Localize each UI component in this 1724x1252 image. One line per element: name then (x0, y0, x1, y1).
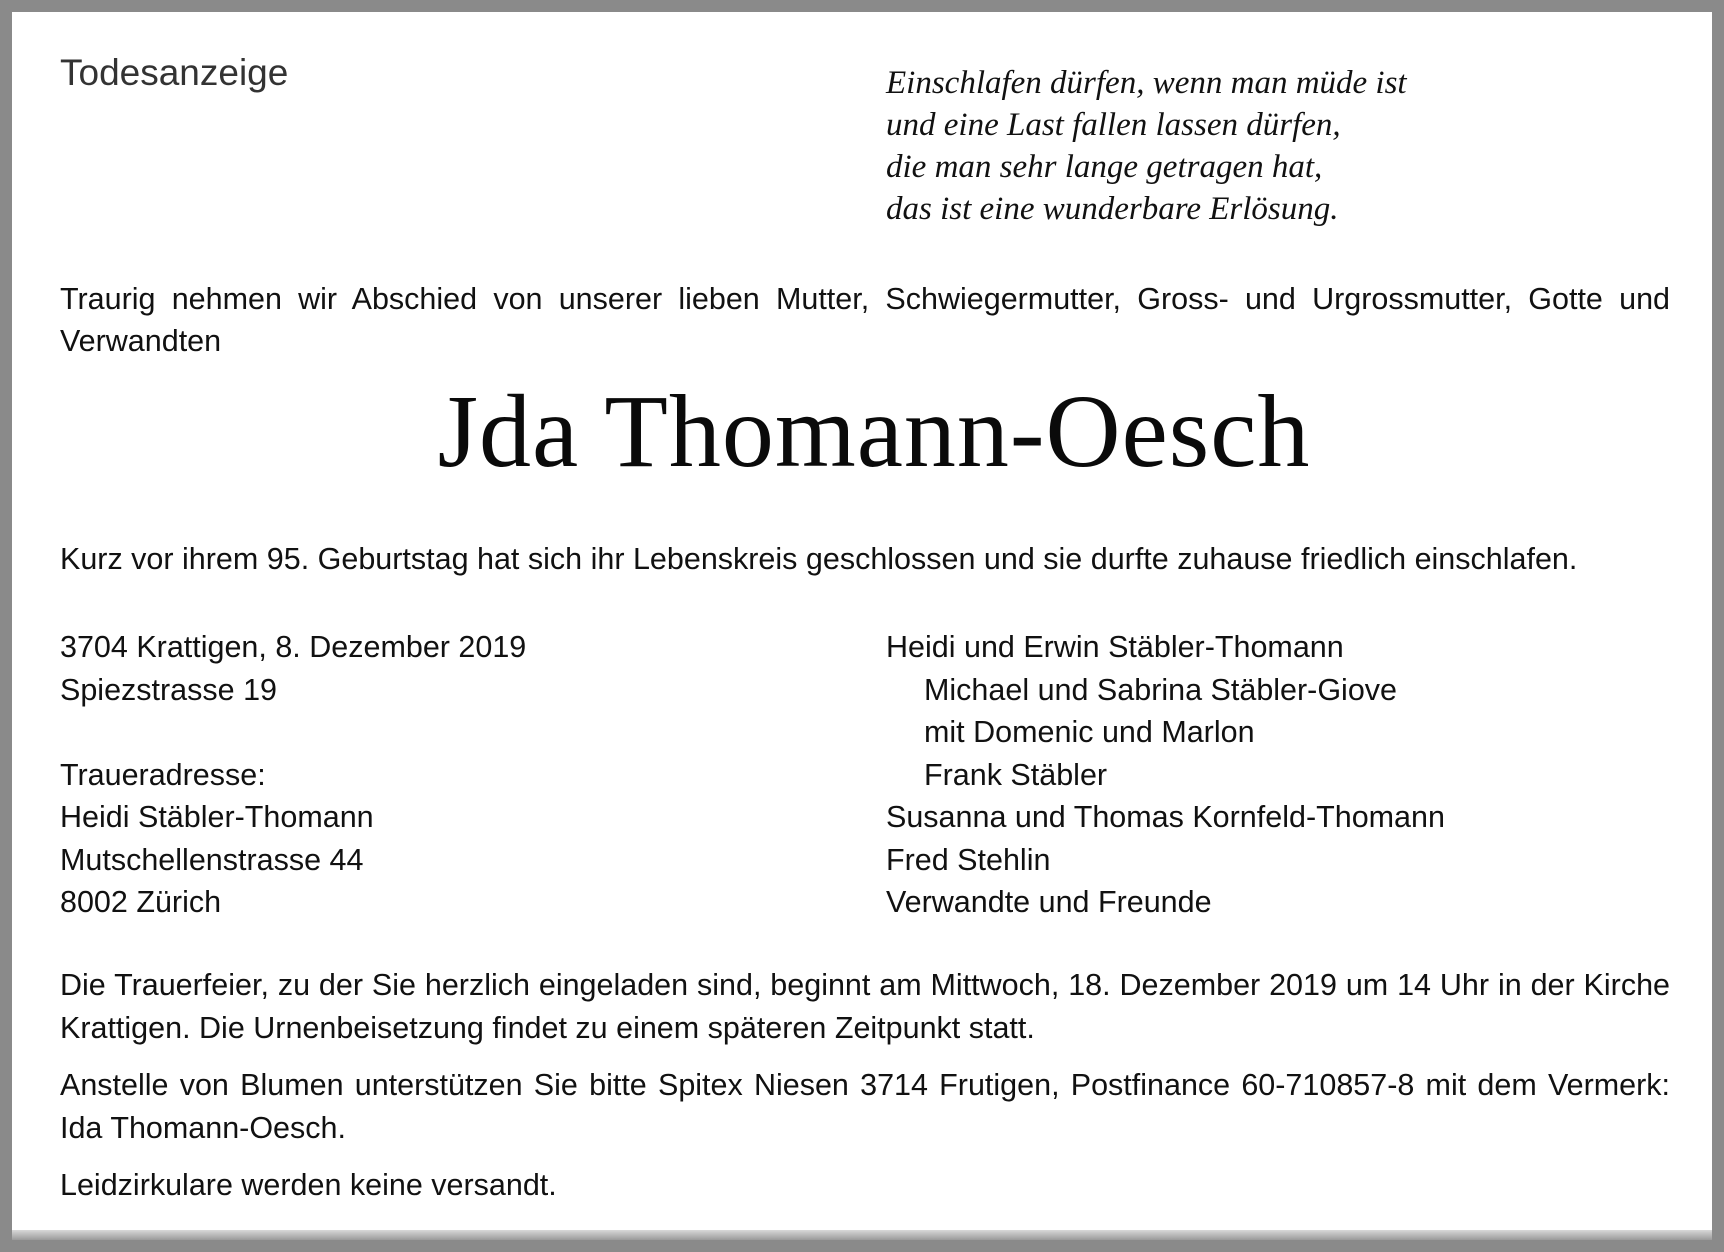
mourning-address-label: Traueradresse: (60, 757, 266, 792)
closing-text: Leidzirkulare werden keine versandt. (60, 1168, 557, 1202)
life-sentence: Kurz vor ihrem 95. Geburtstag hat sich ihr Lebenskreis geschlossen und sie durfte zuhause friedlich einschlafen. (60, 542, 1578, 576)
poem (886, 62, 1407, 230)
donation-text: Anstelle von Blumen unterstützen Sie bitte Spitex Niesen 3714 Frutigen, Postfinance 60-710857-8 mit dem Vermerk: Ida Thomann-Oesch. (60, 1068, 1670, 1145)
poem-line: Einschlafen dürfen, wenn man müde ist (886, 65, 1407, 101)
mourner: mit Domenic und Marlon (924, 715, 1255, 749)
deceased-name: Jda Thomann-Oesch (437, 374, 1311, 489)
sheet-bottom-edge (12, 1230, 1712, 1240)
mourner: Michael und Sabrina Stäbler-Giove (924, 672, 1398, 707)
mourner: Frank Stäbler (924, 757, 1108, 792)
mourner: Heidi und Erwin Stäbler-Thomann (886, 630, 1344, 664)
mourning-address-name: Heidi Stäbler-Thomann (60, 800, 374, 834)
poem-line: und eine Last fallen lassen dürfen, (886, 107, 1341, 143)
mourner: Susanna und Thomas Kornfeld-Thomann (886, 800, 1445, 834)
mourner: Fred Stehlin (886, 842, 1051, 877)
mourners-column (886, 626, 1445, 924)
ceremony-text: Die Trauerfeier, zu der Sie herzlich eingeladen sind, beginnt am Mittwoch, 18. Dezember 2019 um 14 Uhr in der Kirche Krattigen. Die Urnenbeisetzung findet zu einem späteren Zeitpunkt statt. (60, 968, 1670, 1045)
poem-line: das ist eine wunderbare Erlösung. (886, 191, 1339, 227)
mourner: Verwandte und Freunde (886, 885, 1212, 919)
intro-text: Traurig nehmen wir Abschied von unserer lieben Mutter, Schwiegermutter, Gross- und Urgrossmutter, Gotte und Verwandten (60, 282, 1670, 358)
home-street: Spiezstrasse 19 (60, 672, 277, 707)
obituary-sheet (12, 12, 1712, 1240)
document-type-label: Todesanzeige (60, 52, 289, 93)
mourning-address-street: Mutschellenstrasse 44 (60, 842, 364, 877)
address-column (60, 626, 526, 924)
place-date: 3704 Krattigen, 8. Dezember 2019 (60, 630, 527, 664)
poem-line: die man sehr lange getragen hat, (886, 149, 1323, 185)
mourning-address-city: 8002 Zürich (60, 885, 222, 919)
